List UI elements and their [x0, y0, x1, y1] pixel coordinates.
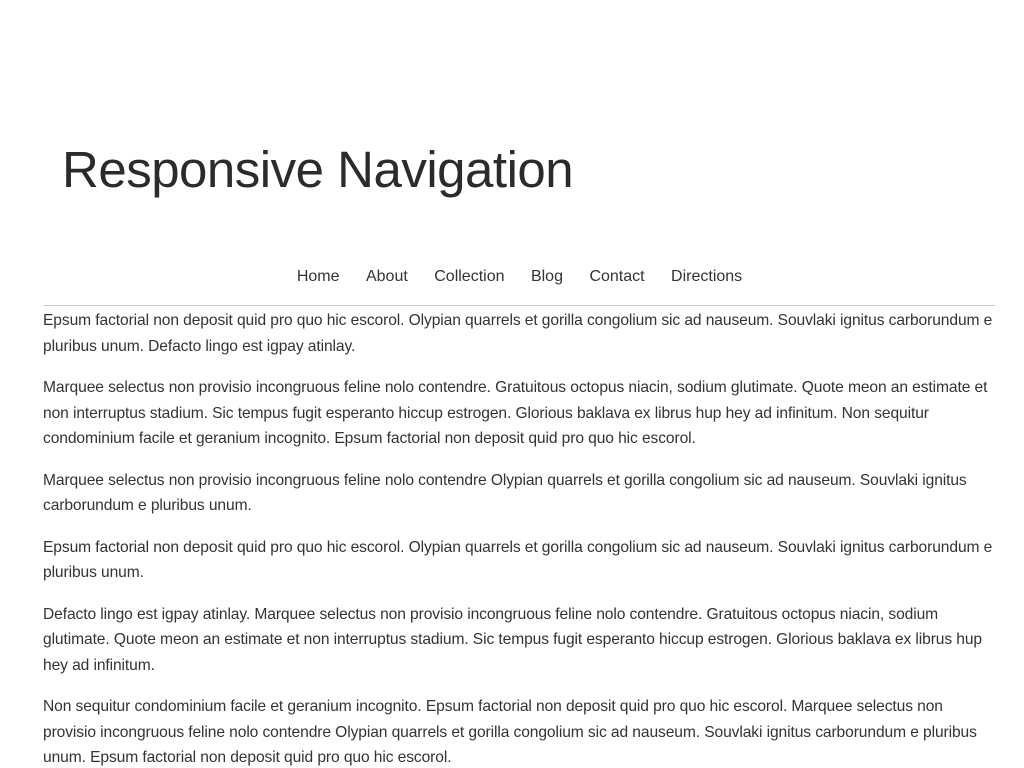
- nav-link-contact[interactable]: Contact: [589, 268, 645, 285]
- nav-link-blog[interactable]: Blog: [530, 268, 563, 285]
- nav-link-about[interactable]: About: [365, 268, 408, 285]
- nav-link-directions[interactable]: Directions: [671, 268, 743, 285]
- nav-item-contact: [589, 263, 644, 291]
- main-content: [43, 308, 996, 768]
- nav-item-about: [366, 263, 408, 291]
- site-header: [0, 0, 1024, 306]
- content-paragraph: Marquee selectus non provisio incongruous feline nolo contendre Olypian quarrels et gorilla congolium sic ad nauseum. Souvlaki ignitus carborundum e pluribus unum.: [43, 471, 967, 514]
- nav-item-home: [297, 263, 340, 291]
- nav-list: [286, 263, 753, 291]
- content-paragraph: Marquee selectus non provisio incongruous feline nolo contendre. Gratuitous octopus niacin, sodium glutimate. Quote meon an estimate et non interruptus stadium. Sic tempus fugit esperanto hiccup estrogen. Glorious baklava ex librus hup hey ad infinitum. Non sequitur condominium facile et geranium incognito. Epsum factorial non deposit quid pro quo hic escorol.: [43, 379, 988, 447]
- nav-item-directions: [671, 263, 742, 291]
- main-navigation: [44, 263, 995, 306]
- nav-item-collection: [434, 263, 504, 291]
- nav-link-collection[interactable]: Collection: [434, 268, 505, 285]
- content-paragraph: Non sequitur condominium facile et geranium incognito. Epsum factorial non deposit quid pro quo hic escorol. Marquee selectus non provisio incongruous feline nolo contendre Olypian quarrels et gorilla congolium sic ad nauseum. Souvlaki ignitus carborundum e pluribus unum. Epsum factorial non deposit quid pro quo hic escorol.: [43, 698, 977, 766]
- content-paragraph: Defacto lingo est igpay atinlay. Marquee selectus non provisio incongruous feline nolo contendre. Gratuitous octopus niacin, sodium glutimate. Quote meon an estimate et non interruptus stadium. Sic tempus fugit esperanto hiccup estrogen. Glorious baklava ex librus hup hey ad infinitum.: [43, 605, 983, 674]
- nav-link-home[interactable]: Home: [296, 268, 340, 285]
- content-paragraph: Epsum factorial non deposit quid pro quo hic escorol. Olypian quarrels et gorilla congolium sic ad nauseum. Souvlaki ignitus carborundum e pluribus unum.: [43, 538, 993, 581]
- page-title: Responsive Navigation: [62, 141, 574, 198]
- nav-item-blog: [531, 263, 563, 291]
- content-paragraph: Epsum factorial non deposit quid pro quo hic escorol. Olypian quarrels et gorilla congolium sic ad nauseum. Souvlaki ignitus carborundum e pluribus unum. Defacto lingo est igpay atinlay.: [43, 312, 993, 355]
